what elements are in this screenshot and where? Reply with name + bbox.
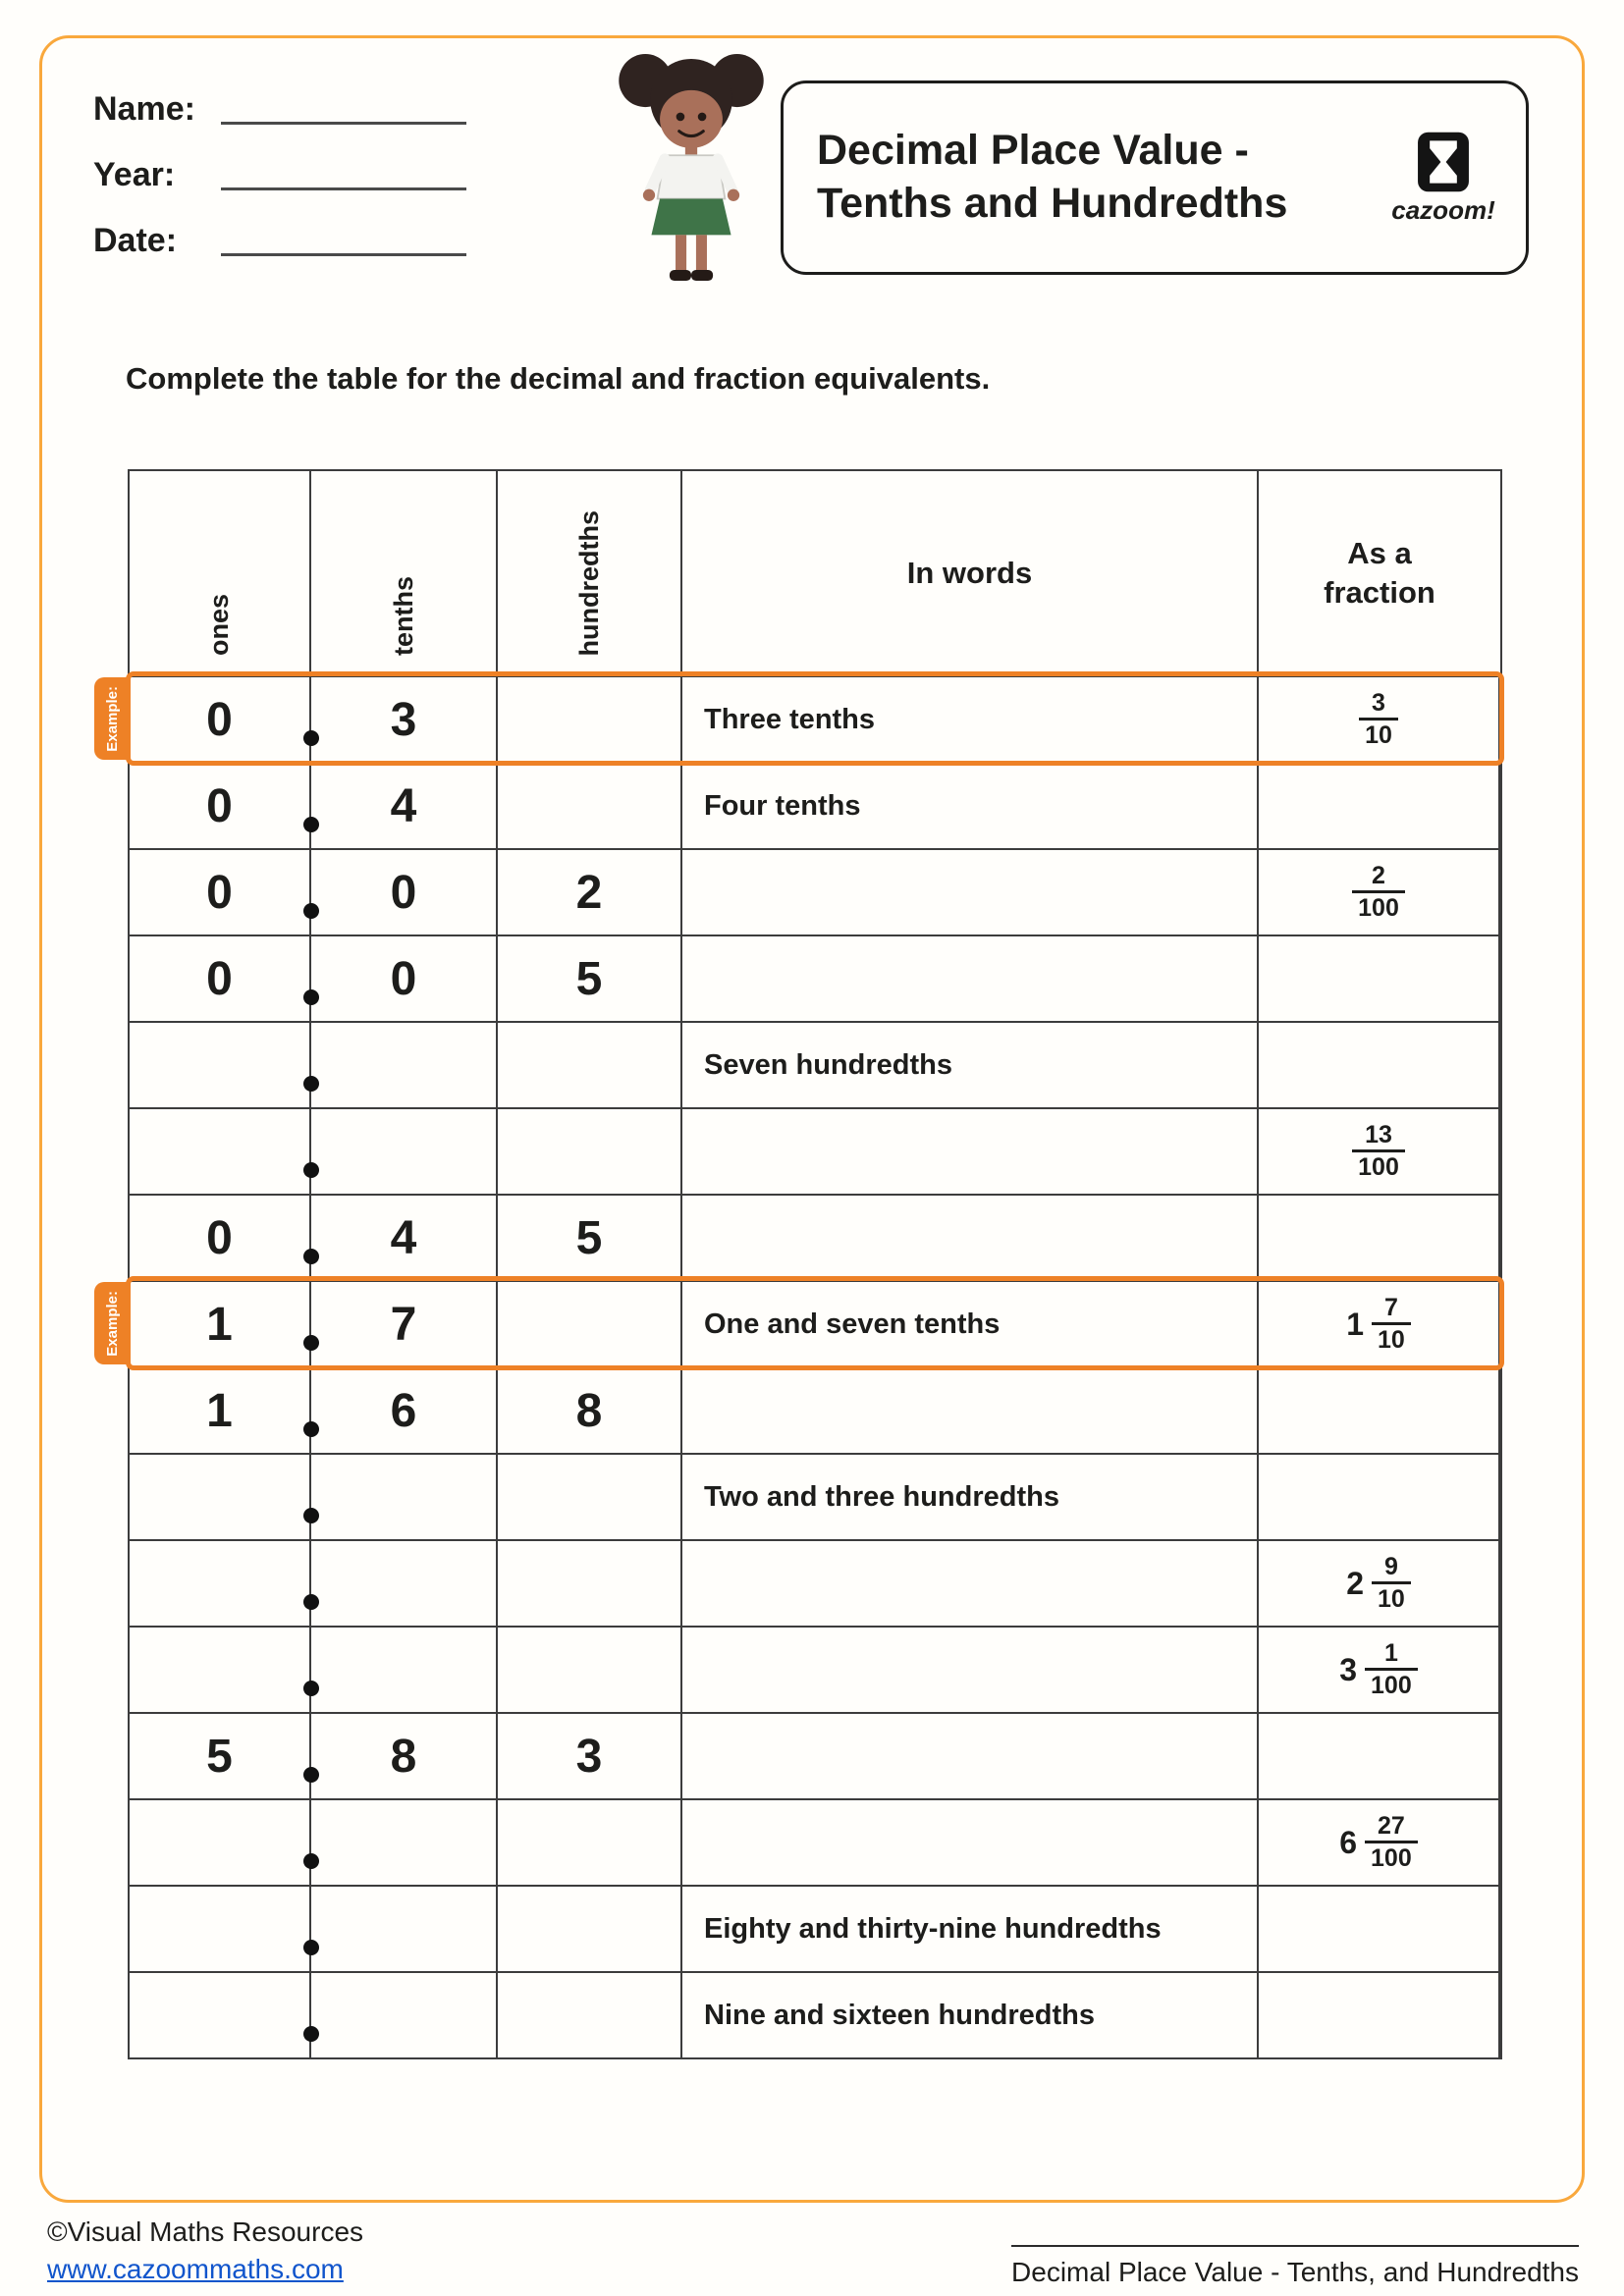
fraction-cell <box>1259 675 1500 762</box>
tenths-cell: 4 <box>311 762 498 848</box>
fraction-whole-number: 6 <box>1339 1824 1358 1860</box>
tenths-cell <box>311 1021 498 1107</box>
date-label: Date: <box>93 222 178 259</box>
fraction-value <box>1352 862 1405 923</box>
in-words-cell <box>682 1194 1259 1280</box>
decimal-point <box>303 1421 319 1437</box>
footer-doc-title: Decimal Place Value - Tenths, and Hundredths <box>1011 2245 1579 2288</box>
ones-header-label: ones <box>204 593 234 656</box>
table-row <box>130 762 1500 848</box>
hundredths-cell: 5 <box>498 1194 682 1280</box>
in-words-cell: One and seven tenths <box>682 1280 1259 1366</box>
fraction-cell <box>1259 934 1500 1021</box>
decimal-point <box>303 1853 319 1869</box>
hundredths-cell <box>498 1107 682 1194</box>
tenths-cell: 0 <box>311 934 498 1021</box>
fraction-whole-number: 2 <box>1346 1565 1364 1601</box>
in-words-cell <box>682 1626 1259 1712</box>
tenths-cell <box>311 1453 498 1539</box>
decimal-point <box>303 1767 319 1783</box>
table-row <box>130 1194 1500 1280</box>
name-label: Name: <box>93 90 195 128</box>
hundredths-cell: 5 <box>498 934 682 1021</box>
hundredths-cell <box>498 1021 682 1107</box>
fraction-stack: $\frac{27}{100}$ <box>1365 1812 1418 1873</box>
tenths-cell <box>311 1107 498 1194</box>
title-box <box>781 80 1529 275</box>
tenths-header-label: tenths <box>388 576 418 656</box>
footer-left <box>47 2214 363 2288</box>
ones-cell: 0 <box>130 675 311 762</box>
tenths-cell: 0 <box>311 848 498 934</box>
hundredths-cell <box>498 1280 682 1366</box>
ones-header-cell <box>130 471 311 675</box>
ones-cell: 0 <box>130 762 311 848</box>
table-row <box>130 1885 1500 1971</box>
table-row <box>130 848 1500 934</box>
worksheet-title-line2: Tenths and Hundredths <box>817 180 1288 227</box>
year-writing-line <box>221 187 466 190</box>
fraction-stack: $\frac{7}{10}$ <box>1372 1294 1411 1355</box>
name-field <box>93 90 466 129</box>
in-words-cell <box>682 1366 1259 1453</box>
fraction-cell <box>1259 1539 1500 1626</box>
cazoom-logo-icon <box>1416 131 1471 193</box>
in-words-cell <box>682 1107 1259 1194</box>
fraction-value <box>1359 689 1398 750</box>
fraction-cell <box>1259 1712 1500 1798</box>
fraction-header-line2: fraction <box>1324 575 1435 610</box>
table-row <box>130 1539 1500 1626</box>
footer-copyright: ©Visual Maths Resources <box>47 2216 364 2248</box>
hundredths-header-label: hundredths <box>573 509 604 656</box>
fraction-cell <box>1259 762 1500 848</box>
hundredths-cell <box>498 1798 682 1885</box>
ones-cell: 1 <box>130 1280 311 1366</box>
in-words-cell: Eighty and thirty-nine hundredths <box>682 1885 1259 1971</box>
decimal-point <box>303 1594 319 1610</box>
table-row <box>130 1626 1500 1712</box>
fraction-header-cell <box>1259 471 1500 675</box>
tenths-header-cell <box>311 471 498 675</box>
in-words-cell <box>682 1539 1259 1626</box>
decimal-point <box>303 730 319 746</box>
tenths-cell <box>311 1885 498 1971</box>
hundredths-cell <box>498 1626 682 1712</box>
ones-cell <box>130 1453 311 1539</box>
table-row <box>130 1971 1500 2057</box>
ones-cell: 0 <box>130 934 311 1021</box>
fraction-stack: $\frac{1}{100}$ <box>1365 1639 1418 1700</box>
cazoom-logo <box>1386 131 1500 226</box>
tenths-cell: 8 <box>311 1712 498 1798</box>
tenths-cell <box>311 1626 498 1712</box>
page-footer <box>47 2214 1579 2288</box>
fraction-value <box>1352 1121 1405 1182</box>
fraction-whole-number: 3 <box>1339 1651 1358 1687</box>
in-words-cell: Two and three hundredths <box>682 1453 1259 1539</box>
ones-cell: 0 <box>130 848 311 934</box>
tenths-cell <box>311 1798 498 1885</box>
decimal-point <box>303 1335 319 1351</box>
fraction-cell <box>1259 1366 1500 1453</box>
fraction-cell <box>1259 1626 1500 1712</box>
hundredths-cell <box>498 1453 682 1539</box>
fraction-whole-number: 1 <box>1346 1306 1364 1342</box>
ones-cell: 1 <box>130 1366 311 1453</box>
fraction-stack: $\frac{9}{10}$ <box>1372 1553 1411 1614</box>
ones-cell: 5 <box>130 1712 311 1798</box>
tenths-cell <box>311 1539 498 1626</box>
table-header-row <box>130 471 1500 675</box>
table-row <box>130 1021 1500 1107</box>
ones-cell <box>130 1798 311 1885</box>
decimal-point <box>303 817 319 832</box>
fraction-cell <box>1259 1107 1500 1194</box>
table-body <box>103 675 1500 2057</box>
hundredths-cell <box>498 1539 682 1626</box>
ones-cell <box>130 1539 311 1626</box>
fraction-stack: $\frac{3}{10}$ <box>1359 689 1398 750</box>
hundredths-cell <box>498 1885 682 1971</box>
hundredths-cell <box>498 762 682 848</box>
in-words-cell <box>682 1798 1259 1885</box>
ones-cell <box>130 1626 311 1712</box>
fraction-cell <box>1259 1194 1500 1280</box>
table-row <box>130 1798 1500 1885</box>
example-tab: Example: <box>94 1282 130 1364</box>
fraction-cell <box>1259 1021 1500 1107</box>
hundredths-cell <box>498 675 682 762</box>
ones-cell <box>130 1971 311 2057</box>
fraction-value <box>1346 1553 1411 1614</box>
ones-cell <box>130 1885 311 1971</box>
instruction-text: Complete the table for the decimal and fraction equivalents. <box>126 361 991 396</box>
decimal-point <box>303 1681 319 1696</box>
tenths-cell: 3 <box>311 675 498 762</box>
fraction-cell <box>1259 1453 1500 1539</box>
tenths-cell <box>311 1971 498 2057</box>
fraction-value <box>1339 1812 1418 1873</box>
worksheet-title-line1: Decimal Place Value - <box>817 127 1249 175</box>
tenths-cell: 7 <box>311 1280 498 1366</box>
tenths-cell: 4 <box>311 1194 498 1280</box>
decimal-point <box>303 1940 319 1955</box>
fraction-cell <box>1259 1798 1500 1885</box>
hundredths-cell: 8 <box>498 1366 682 1453</box>
hundredths-cell <box>498 1971 682 2057</box>
table-row <box>130 1712 1500 1798</box>
fraction-stack: $\frac{13}{100}$ <box>1352 1121 1405 1182</box>
table-row <box>103 675 1500 762</box>
decimal-point <box>303 1508 319 1523</box>
fraction-stack: $\frac{2}{100}$ <box>1352 862 1405 923</box>
decimal-point <box>303 989 319 1005</box>
decimal-point <box>303 1162 319 1178</box>
hundredths-cell: 2 <box>498 848 682 934</box>
table-row <box>130 1366 1500 1453</box>
in-words-cell <box>682 1712 1259 1798</box>
decimal-point <box>303 2026 319 2042</box>
student-illustration <box>607 49 776 291</box>
table-row <box>130 1453 1500 1539</box>
table-row <box>130 934 1500 1021</box>
fraction-value <box>1339 1639 1418 1700</box>
in-words-cell <box>682 848 1259 934</box>
fraction-cell <box>1259 848 1500 934</box>
fraction-cell <box>1259 1280 1500 1366</box>
worksheet-title <box>817 125 1371 231</box>
hundredths-header-cell <box>498 471 682 675</box>
table-row <box>130 1107 1500 1194</box>
decimal-point <box>303 903 319 919</box>
in-words-header-label: In words <box>906 555 1033 590</box>
year-field <box>93 156 466 194</box>
year-label: Year: <box>93 156 176 193</box>
hundredths-cell: 3 <box>498 1712 682 1798</box>
date-field <box>93 222 466 260</box>
name-writing-line <box>221 122 466 125</box>
date-writing-line <box>221 253 466 256</box>
example-tab: Example: <box>94 677 130 760</box>
decimal-point <box>303 1076 319 1092</box>
ones-cell <box>130 1107 311 1194</box>
in-words-cell: Seven hundredths <box>682 1021 1259 1107</box>
in-words-header-cell <box>682 471 1259 675</box>
ones-cell <box>130 1021 311 1107</box>
ones-cell: 0 <box>130 1194 311 1280</box>
header-fields <box>93 90 466 260</box>
fraction-header-line1: As a <box>1347 535 1412 570</box>
table-row <box>103 1280 1500 1366</box>
cazoom-logo-text: cazoom! <box>1391 194 1495 225</box>
in-words-cell: Four tenths <box>682 762 1259 848</box>
footer-website-link[interactable]: www.cazoommaths.com <box>47 2254 344 2285</box>
fraction-value <box>1346 1294 1411 1355</box>
in-words-cell <box>682 934 1259 1021</box>
in-words-cell: Three tenths <box>682 675 1259 762</box>
fraction-cell <box>1259 1885 1500 1971</box>
fraction-cell <box>1259 1971 1500 2057</box>
place-value-table <box>103 469 1502 2059</box>
tenths-cell: 6 <box>311 1366 498 1453</box>
in-words-cell: Nine and sixteen hundredths <box>682 1971 1259 2057</box>
decimal-point <box>303 1249 319 1264</box>
